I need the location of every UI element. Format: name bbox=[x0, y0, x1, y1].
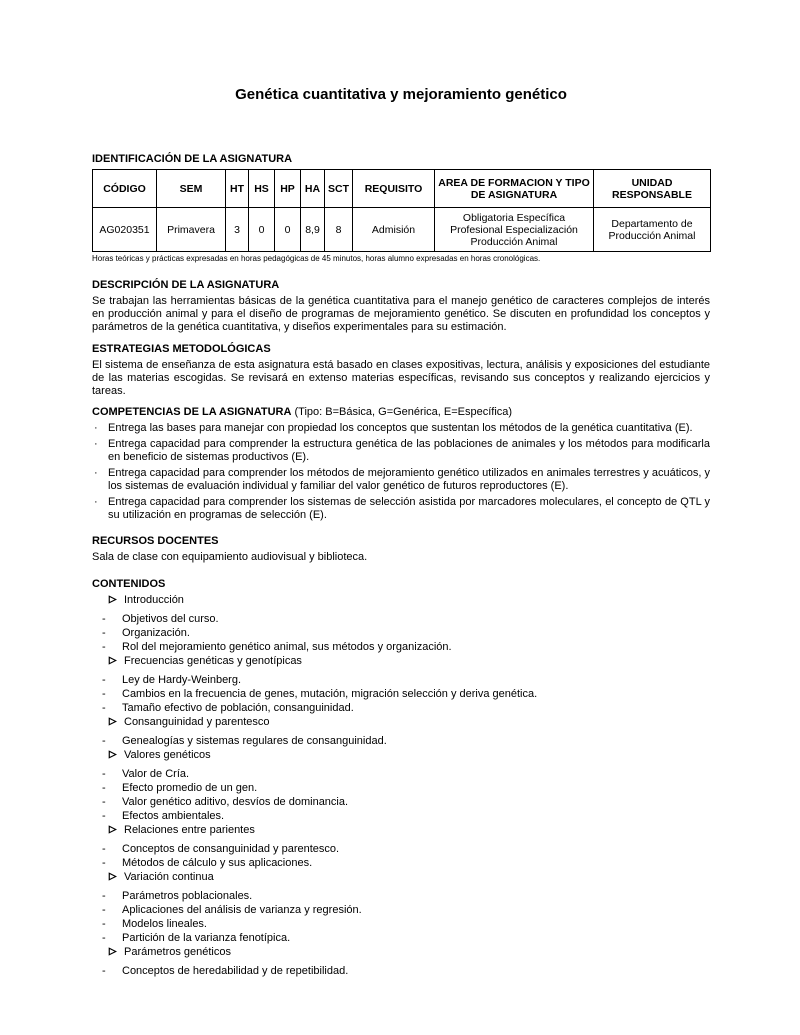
table-header-cell: HT bbox=[226, 170, 249, 208]
dot-bullet-icon: · bbox=[94, 438, 98, 450]
arrow-bullet-icon bbox=[108, 749, 124, 762]
content-item-text: Objetivos del curso. bbox=[122, 613, 219, 625]
content-item bbox=[92, 782, 710, 795]
dot-bullet-icon: · bbox=[94, 467, 98, 479]
dot-bullet-icon: · bbox=[94, 496, 98, 508]
dot-bullet-icon: · bbox=[94, 422, 98, 434]
content-item bbox=[92, 965, 710, 978]
content-item bbox=[92, 904, 710, 917]
document-title: Genética cuantitativa y mejoramiento genético bbox=[235, 86, 567, 103]
competency-item bbox=[92, 496, 710, 522]
content-item-text: Valor de Cría. bbox=[122, 768, 190, 780]
content-item-text: Parámetros poblacionales. bbox=[122, 890, 253, 902]
table-header-cell: UNIDAD RESPONSABLE bbox=[594, 170, 711, 208]
dash-bullet-icon: - bbox=[102, 904, 106, 916]
content-item-text: Efecto promedio de un gen. bbox=[122, 782, 258, 794]
content-item bbox=[92, 702, 710, 715]
content-item-text: Métodos de cálculo y sus aplicaciones. bbox=[122, 857, 313, 869]
content-item bbox=[92, 641, 710, 654]
dash-bullet-icon: - bbox=[102, 641, 106, 653]
section-contents bbox=[92, 578, 710, 978]
content-item-text: Frecuencias genéticas y genotípicas bbox=[124, 655, 302, 667]
competency-item bbox=[92, 422, 710, 435]
content-item-text: Organización. bbox=[122, 627, 190, 639]
table-data-cell: 0 bbox=[275, 208, 301, 252]
dash-bullet-icon: - bbox=[102, 735, 106, 747]
competency-text: Entrega capacidad para comprender la estructura genética de las poblaciones de animales y los métodos para modificarla en beneficio de sistemas productivos (E). bbox=[108, 438, 710, 463]
content-item bbox=[92, 796, 710, 809]
competencies-heading bbox=[92, 406, 710, 419]
content-item bbox=[92, 627, 710, 640]
arrow-bullet-icon bbox=[108, 871, 124, 884]
description-body: Se trabajan las herramientas básicas de la genética cuantitativa para el manejo genético de caracteres complejos de interés en producción animal y para el diseño de programas de mejoramiento genético. Se discuten en profundidad los conceptos y parámetros de la genética cuantitativa, y diseños experimentales para su estimación. bbox=[92, 295, 710, 333]
arrow-bullet-icon bbox=[108, 594, 124, 607]
table-header-cell: REQUISITO bbox=[353, 170, 435, 208]
content-item-text: Rol del mejoramiento genético animal, sus métodos y organización. bbox=[122, 641, 452, 653]
section-description bbox=[92, 279, 710, 334]
dash-bullet-icon: - bbox=[102, 688, 106, 700]
competency-text: Entrega capacidad para comprender los métodos de mejoramiento genético utilizados en animales terrestres y acuáticos, y los sistemas de evaluación individual y familiar del valor genético de futuros reproductores (E). bbox=[108, 467, 710, 492]
content-item bbox=[92, 843, 710, 856]
content-item bbox=[92, 890, 710, 903]
table-data-cell: Departamento de Producción Animal bbox=[594, 208, 711, 252]
competencies-heading-suffix: (Tipo: B=Básica, G=Genérica, E=Específica) bbox=[291, 406, 513, 418]
table-footnote: Horas teóricas y prácticas expresadas en horas pedagógicas de 45 minutos, horas alumno expresadas en horas cronológicas. bbox=[92, 254, 541, 263]
identification-table bbox=[92, 169, 711, 252]
dash-bullet-icon: - bbox=[102, 674, 106, 686]
competencies-heading-main: COMPETENCIAS DE LA ASIGNATURA bbox=[92, 406, 292, 418]
table-data-row bbox=[93, 208, 711, 252]
dash-bullet-icon: - bbox=[102, 768, 106, 780]
dash-bullet-icon: - bbox=[102, 918, 106, 930]
arrow-bullet-icon bbox=[108, 716, 124, 729]
competencies-list bbox=[92, 422, 710, 522]
arrow-bullet-icon bbox=[108, 946, 124, 959]
dash-bullet-icon: - bbox=[102, 613, 106, 625]
content-item bbox=[92, 824, 710, 837]
content-item-text: Partición de la varianza fenotípica. bbox=[122, 932, 291, 944]
content-item-text: Consanguinidad y parentesco bbox=[124, 716, 270, 728]
table-data-cell: 8 bbox=[325, 208, 353, 252]
table-header-cell: HA bbox=[301, 170, 325, 208]
content-item-text: Aplicaciones del análisis de varianza y regresión. bbox=[122, 904, 362, 916]
arrow-bullet-icon bbox=[108, 655, 124, 668]
arrow-bullet-icon bbox=[108, 824, 124, 837]
content-item-text: Variación continua bbox=[124, 871, 214, 883]
dash-bullet-icon: - bbox=[102, 627, 106, 639]
table-header-cell: SEM bbox=[157, 170, 226, 208]
dash-bullet-icon: - bbox=[102, 702, 106, 714]
content-item bbox=[92, 613, 710, 626]
dash-bullet-icon: - bbox=[102, 810, 106, 822]
dash-bullet-icon: - bbox=[102, 857, 106, 869]
competency-text: Entrega las bases para manejar con propiedad los conceptos que sustentan los métodos de la genética cuantitativa (E). bbox=[108, 422, 693, 434]
content-item-text: Tamaño efectivo de población, consanguinidad. bbox=[122, 702, 354, 714]
competency-item bbox=[92, 467, 710, 493]
table-header-cell: SCT bbox=[325, 170, 353, 208]
dash-bullet-icon: - bbox=[102, 890, 106, 902]
resources-heading: RECURSOS DOCENTES bbox=[92, 535, 219, 547]
competency-text: Entrega capacidad para comprender los sistemas de selección asistida por marcadores moleculares, el concepto de QTL y su utilización en programas de selección (E). bbox=[108, 496, 710, 521]
section-strategies bbox=[92, 343, 710, 398]
table-header-cell: CÓDIGO bbox=[93, 170, 157, 208]
content-item bbox=[92, 688, 710, 701]
table-data-cell: 8,9 bbox=[301, 208, 325, 252]
dash-bullet-icon: - bbox=[102, 796, 106, 808]
content-item bbox=[92, 871, 710, 884]
identification-heading: IDENTIFICACIÓN DE LA ASIGNATURA bbox=[92, 153, 293, 165]
table-data-cell: AG020351 bbox=[93, 208, 157, 252]
content-item-text: Conceptos de consanguinidad y parentesco. bbox=[122, 843, 340, 855]
table-data-cell: Admisión bbox=[353, 208, 435, 252]
table-header-cell: HS bbox=[249, 170, 275, 208]
content-item-text: Efectos ambientales. bbox=[122, 810, 225, 822]
content-item bbox=[92, 674, 710, 687]
content-item bbox=[92, 946, 710, 959]
content-item bbox=[92, 716, 710, 729]
dash-bullet-icon: - bbox=[102, 965, 106, 977]
table-data-cell: Primavera bbox=[157, 208, 226, 252]
table-data-cell: 0 bbox=[249, 208, 275, 252]
table-header-row bbox=[93, 170, 711, 208]
content-item bbox=[92, 768, 710, 781]
strategies-body: El sistema de enseñanza de esta asignatura está basado en clases expositivas, lectura, análisis y exposiciones del estudiante de las materias escogidas. Se revisará en extenso materias específicas, revisando sus conceptos y realizando ejercicios y tareas. bbox=[92, 359, 710, 397]
content-item bbox=[92, 810, 710, 823]
table-header-cell: HP bbox=[275, 170, 301, 208]
content-item-text: Valor genético aditivo, desvíos de dominancia. bbox=[122, 796, 349, 808]
strategies-heading: ESTRATEGIAS METODOLÓGICAS bbox=[92, 343, 271, 355]
content-item-text: Relaciones entre parientes bbox=[124, 824, 255, 836]
content-item-text: Genealogías y sistemas regulares de consanguinidad. bbox=[122, 735, 387, 747]
contents-heading: CONTENIDOS bbox=[92, 578, 166, 590]
section-identification bbox=[92, 153, 710, 264]
content-item-text: Valores genéticos bbox=[124, 749, 211, 761]
table-header-cell: AREA DE FORMACION Y TIPO DE ASIGNATURA bbox=[435, 170, 594, 208]
dash-bullet-icon: - bbox=[102, 843, 106, 855]
content-item bbox=[92, 594, 710, 607]
table-data-cell: Obligatoria Específica Profesional Especialización Producción Animal bbox=[435, 208, 594, 252]
content-item bbox=[92, 655, 710, 668]
content-item-text: Cambios en la frecuencia de genes, mutación, migración selección y deriva genética. bbox=[122, 688, 538, 700]
content-item-text: Parámetros genéticos bbox=[124, 946, 231, 958]
competency-item bbox=[92, 438, 710, 464]
dash-bullet-icon: - bbox=[102, 782, 106, 794]
content-item-text: Introducción bbox=[124, 594, 184, 606]
content-item bbox=[92, 857, 710, 870]
content-item bbox=[92, 749, 710, 762]
content-item bbox=[92, 932, 710, 945]
description-heading: DESCRIPCIÓN DE LA ASIGNATURA bbox=[92, 279, 280, 291]
dash-bullet-icon: - bbox=[102, 932, 106, 944]
section-competencies bbox=[92, 406, 710, 522]
contents-list bbox=[92, 594, 710, 978]
section-resources bbox=[92, 535, 710, 564]
resources-body: Sala de clase con equipamiento audiovisual y biblioteca. bbox=[92, 551, 368, 563]
content-item-text: Conceptos de heredabilidad y de repetibilidad. bbox=[122, 965, 349, 977]
table-data-cell: 3 bbox=[226, 208, 249, 252]
content-item-text: Ley de Hardy-Weinberg. bbox=[122, 674, 242, 686]
content-item bbox=[92, 918, 710, 931]
content-item bbox=[92, 735, 710, 748]
content-item-text: Modelos lineales. bbox=[122, 918, 207, 930]
